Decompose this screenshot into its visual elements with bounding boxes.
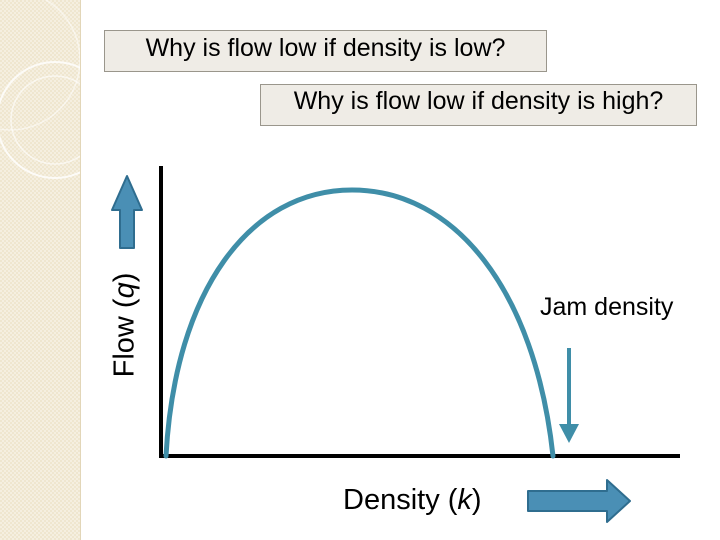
x-axis-label	[343, 484, 482, 517]
high-density-question: Why is flow low if density is high?	[293, 87, 664, 115]
x-axis-label-suffix: )	[471, 484, 482, 516]
x-axis-label-variable: k	[457, 484, 472, 516]
low-density-question: Why is flow low if density is low?	[145, 34, 506, 62]
down-arrow-head	[559, 424, 579, 443]
low-density-question-box	[104, 30, 547, 72]
y-axis-label	[109, 273, 142, 378]
right-arrow-icon	[528, 480, 630, 522]
high-density-question-box	[260, 84, 697, 126]
y-axis-label-suffix: )	[108, 272, 141, 283]
jam-density-label: Jam density	[540, 293, 674, 321]
flow-density-curve	[166, 190, 553, 456]
y-axis-label-prefix: Flow (	[108, 298, 141, 378]
y-axis-label-variable: q	[108, 282, 141, 299]
up-arrow-icon	[112, 176, 142, 248]
x-axis-label-prefix: Density (	[343, 484, 458, 516]
